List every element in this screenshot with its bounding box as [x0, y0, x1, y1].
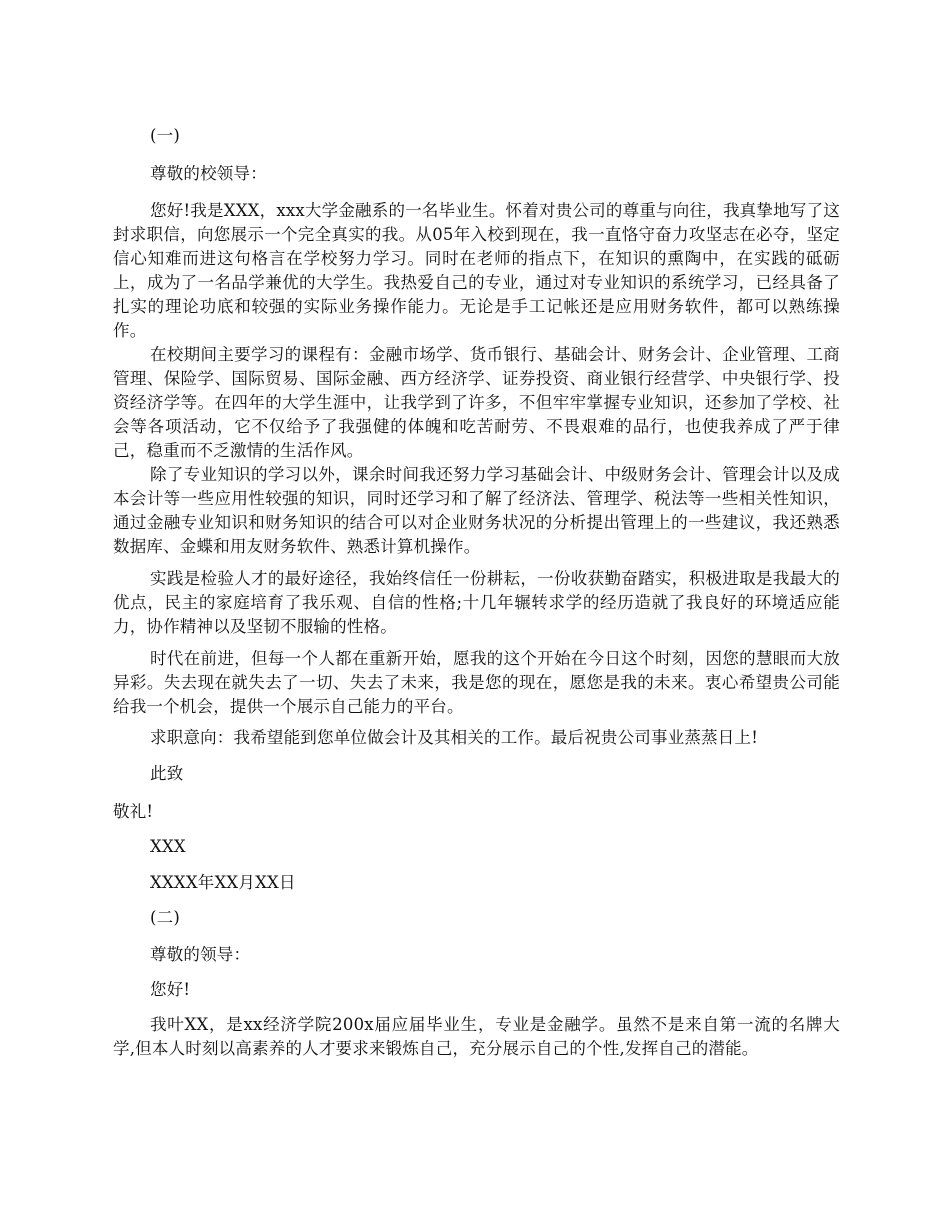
letter1-paragraph-intro: 您好!我是XXX，xxx大学金融系的一名毕业生。怀着对贵公司的尊重与向往，我真挚地写了这封求职信，向您展示一个完全真实的我。从05年入校到现在，我一直恪守奋力攻坚志在必夺，坚定信心知难而进这句格言在学校努力学习。同时在老师的指点下，在知识的熏陶中，在实践的砥砺上，成为了一名品学兼优的大学生。我热爱自己的专业，通过对专业知识的系统学习，已经具备了扎实的理论功底和较强的实际业务操作能力。无论是手工记帐还是应用财务软件，都可以熟练操作。: [113, 201, 840, 340]
letter1-signature: XXX: [150, 837, 186, 856]
letter1-paragraph-future: 时代在前进，但每一个人都在重新开始，愿我的这个开始在今日这个时刻，因您的慧眼而大放异彩。失去现在就失去了一切、失去了未来，我是您的现在，愿您是我的未来。衷心希望贵公司能给我一个机会，提供一个展示自己能力的平台。: [113, 649, 840, 716]
letter1-salutation: 尊敬的校领导：: [150, 164, 267, 183]
letter1-paragraph-practice: 实践是检验人才的最好途径，我始终信任一份耕耘，一份收获勤奋踏实，积极进取是我最大的优点，民主的家庭培育了我乐观、自信的性格;十几年辗转求学的经历造就了我良好的环境适应能力，协作精神以及坚韧不服输的性格。: [113, 569, 840, 636]
letter2-salutation: 尊敬的领导：: [150, 945, 251, 964]
letter1-date: XXXX年XX月XX日: [150, 873, 296, 892]
letter1-paragraph-intention: 求职意向：我希望能到您单位做会计及其相关的工作。最后祝贵公司事业蒸蒸日上!: [150, 728, 759, 747]
letter1-closing: 此致: [150, 764, 184, 783]
letter2-greeting: 您好!: [150, 980, 191, 999]
letter1-paragraph-skills: 除了专业知识的学习以外，课余时间我还努力学习基础会计、中级财务会计、管理会计以及成本会计等一些应用性较强的知识，同时还学习和了解了经济法、管理学、税法等一些相关性知识，通过金融专业知识和财务知识的结合可以对企业财务状况的分析提出管理上的一些建议，我还熟悉数据库、金蝶和用友财务软件、熟悉计算机操作。: [113, 465, 840, 556]
letter1-heading: (一): [150, 126, 180, 145]
letter2-heading: (二): [150, 908, 180, 927]
letter1-regards: 敬礼!: [113, 802, 154, 821]
letter2-paragraph-intro: 我叶XX，是xx经济学院200x届应届毕业生，专业是金融学。虽然不是来自第一流的名牌大学,但本人时刻以高素养的人才要求来锻炼自己，充分展示自己的个性,发挥自己的潜能。: [113, 1015, 840, 1058]
letter1-paragraph-courses: 在校期间主要学习的课程有：金融市场学、货币银行、基础会计、财务会计、企业管理、工商管理、保险学、国际贸易、国际金融、西方经济学、证券投资、商业银行经营学、中央银行学、投资经济学等。在四年的大学生涯中，让我学到了许多，不但牢牢掌握专业知识，还参加了学校、社会等各项活动，它不仅给予了我强健的体魄和吃苦耐劳、不畏艰难的品行，也使我养成了严于律己，稳重而不乏激情的生活作风。: [113, 345, 840, 460]
